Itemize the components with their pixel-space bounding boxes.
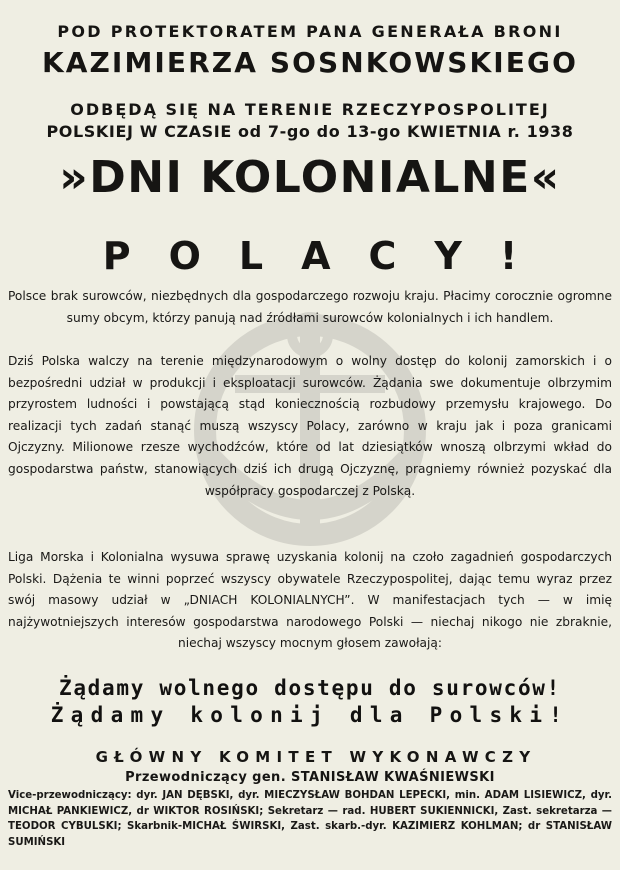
committee-members: Vice-przewodniczący: dyr. JAN DĘBSKI, dyr. MIECZYSŁAW BOHDAN LEPECKI, min. ADAM LISIEWICZ, dyr. MICHAŁ PANKIEWICZ, dr WIKTOR ROSIŃSKI; Sekretarz — rad. HUBERT SUKIENNICKI, Zast. sekretarza — TEODOR CYBULSKI; Skarbnik-MICHAŁ ŚWIRSKI, Zast. skarb.-dyr. KAZIMIERZ KOHLMAN; dr STANISŁAW SUMIŃSKI [8,790,612,848]
paragraph-1: Polsce brak surowców, niezbędnych dla gospodarczego rozwoju kraju. Płacimy corocznie ogromne sumy obcym, którzy panują nad źródłami surowców kolonialnych i ich handlem. [8,289,612,325]
committee-heading: GŁÓWNY KOMITET WYKONAWCZY [95,748,537,766]
appeal-heading: POLACY! [102,234,556,278]
event-date-line: POLSKIEJ W CZASIE od 7-go do 13-go KWIETNIA r. 1938 [46,122,574,141]
chairman-line: Przewodniczący gen. STANISŁAW KWAŚNIEWSKI [125,770,495,785]
protectorate-line: POD PROTEKTORATEM PANA GENERAŁA BRONI [57,22,563,41]
paragraph-2: Dziś Polska walczy na terenie międzynarodowym o wolny dostęp do kolonij zamorskich i o bezpośredni udział w produkcji i eksploatacji surowców. Żądania swe dokumentuje olbrzymim przyrostem ludności i powstającą stąd koniecznością rozbudowy przemysłu krajowego. Do realizacji tych zadań stanąć muszą wszyscy Polacy, zarówno w kraju jak i poza granicami Ojczyzny. Milionowe rzesze wychodźców, które od lat dziesiątków wnoszą olbrzymi wkład do gospodarstwa państw, stanowiących dziś ich drugą Ojczyznę, pragniemy również pozyskać dla współpracy gospodarczej z Polską. [8,354,612,498]
event-location-line: ODBĘDĄ SIĘ NA TERENIE RZECZYPOSPOLITEJ [70,100,550,119]
slogan-raw-materials: Żądamy wolnego dostępu do surowców! [58,676,561,700]
poster-title: »DNI KOLONIALNE« [59,152,561,203]
slogan-colonies: Żądamy kolonij dla Polski! [50,703,570,727]
patron-name: KAZIMIERZA SOSNKOWSKIEGO [41,46,579,79]
paragraph-3: Liga Morska i Kolonialna wysuwa sprawę uzyskania kolonij na czoło zagadnień gospodarczych Polski. Dążenia te winni poprzeć wszyscy obywatele Rzeczypospolitej, dając temu wyraz przez swój masowy udział w „DNIACH KOLONIALNYCH”. W manifestacjach tych — w imię najżywotniejszych interesów gospodarstwa narodowego Polski — niechaj nikogo nie zbraknie, niechaj wszyscy mocnym głosem zawołają: [8,550,612,651]
